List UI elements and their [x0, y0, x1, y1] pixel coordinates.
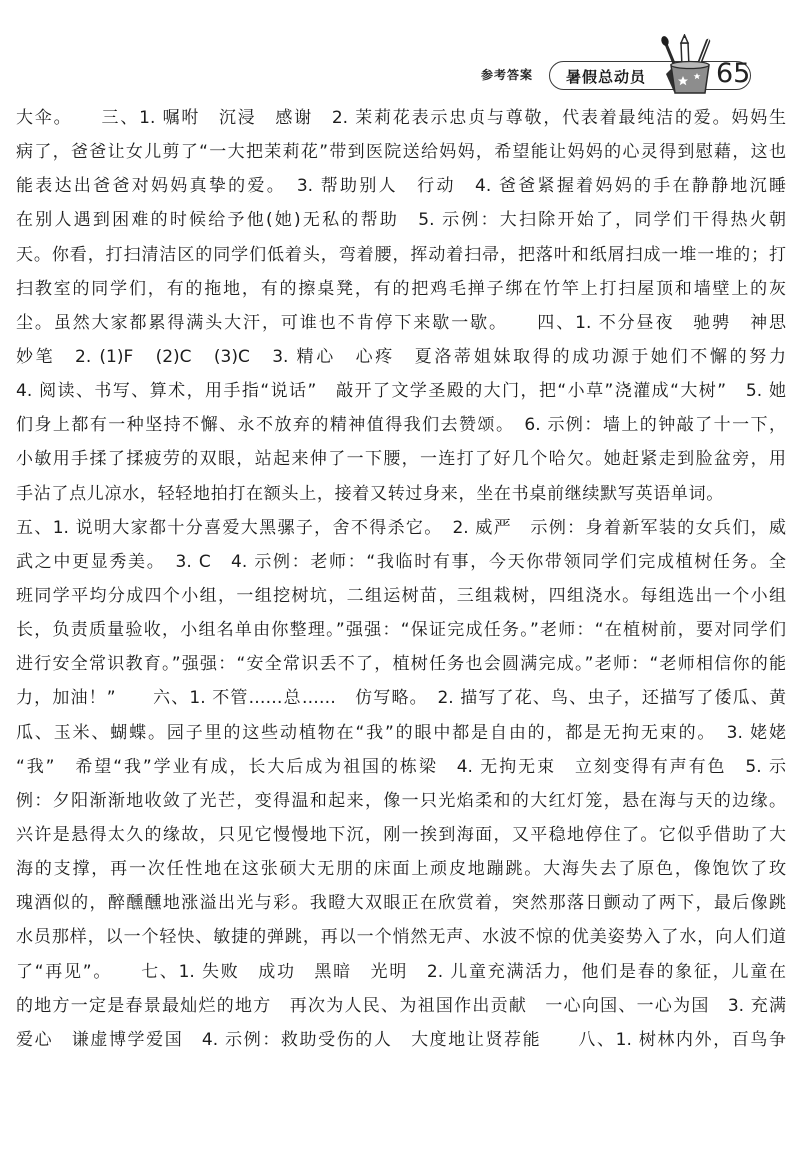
book-title: 暑假总动员 — [566, 68, 647, 86]
answer-line: 进行安全常识教育。”强强：“安全常识丢不了，植树任务也会圆满完成。”老师：“老师相信你的能 — [16, 654, 786, 675]
answer-line: 瓜、玉米、蝴蝶。园子里的这些动植物在“我”的眼中都是自由的，都是无拘无束的。 3. 姥姥 — [16, 722, 786, 743]
answer-line: 扫教室的同学们，有的拖地，有的擦桌凳，有的把鸡毛掸子绑在竹竿上打扫屋顶和墙壁上的灰 — [16, 278, 786, 299]
answer-line: 病了，爸爸让女儿剪了“一大把茉莉花”带到医院送给妈妈，希望能让妈妈的心灵得到慰藉，这也 — [16, 142, 786, 163]
section-label: 参考答案 — [481, 68, 534, 82]
answer-line: “我” 希望“我”学业有成，长大后成为祖国的栋梁 4. 无拘无束 立刻变得有声有色 5. 示 — [16, 756, 786, 777]
answer-line: 手沾了点儿凉水，轻轻地拍打在额头上，接着又转过身来，坐在书桌前继续默写英语单词。 — [16, 483, 724, 504]
answer-line: 大伞。 三、1. 嘱咐 沉浸 感谢 2. 茉莉花表示忠贞与尊敬，代表着最纯洁的爱。妈妈生 — [16, 108, 786, 128]
answer-line: 爱心 谦虚博学爱国 4. 示例：救助受伤的人 大度地让贤荐能 八、1. 树林内外，百鸟争 — [16, 1029, 786, 1050]
answer-line: 们身上都有一种坚持不懈、永不放弃的精神值得我们去赞颂。 6. 示例：墙上的钟敲了十一下， — [16, 415, 786, 436]
answer-line: 水员那样，以一个轻快、敏捷的弹跳，再以一个悄然无声、水波不惊的优美姿势入了水，向人们道 — [16, 927, 786, 948]
answer-line: 的地方一定是春景最灿烂的地方 再次为人民、为祖国作出贡献 一心向国、一心为国 3. 充满 — [16, 995, 786, 1016]
answer-line: 班同学平均分成四个小组，一组挖树坑，二组运树苗，三组栽树，四组浇水。每组选出一个小组 — [16, 585, 786, 606]
answer-line: 力，加油！” 六、1. 不管……总…… 仿写略。 2. 描写了花、鸟、虫子，还描写了倭瓜、黄 — [16, 688, 786, 709]
answer-line: 4. 阅读、书写、算术，用手指“说话” 敲开了文学圣殿的大门，把“小草”浇灌成“大树” 5. 她 — [16, 381, 786, 402]
answer-line: 尘。虽然大家都累得满头大汗，可谁也不肯停下来歇一歇。 四、1. 不分昼夜 驰骋 神思 — [16, 312, 786, 333]
answer-text-block — [16, 101, 786, 1057]
answer-line: 长，负责质量验收，小组名单由你整理。”强强：“保证完成任务。”老师：“在植树前，要对同学们 — [16, 620, 786, 641]
answer-line: 武之中更显秀美。 3. C 4. 示例：老师：“我临时有事，今天你带领同学们完成植树任务。全 — [16, 551, 786, 572]
answer-line: 了“再见”。 七、1. 失败 成功 黑暗 光明 2. 儿童充满活力，他们是春的象征，儿童在 — [16, 961, 786, 982]
answer-line: 五、1. 说明大家都十分喜爱大黑骡子，舍不得杀它。 2. 威严 示例：身着新军装的女兵们，威 — [16, 517, 786, 538]
answer-line: 能表达出爸爸对妈妈真挚的爱。 3. 帮助别人 行动 4. 爸爸紧握着妈妈的手在静静地沉睡 — [16, 176, 786, 197]
answer-line: 海的支撑，再一次任性地在这张硕大无朋的床面上顽皮地蹦跳。大海失去了原色，像饱饮了玫 — [16, 859, 786, 880]
answer-line: 兴许是悬得太久的缘故，只见它慢慢地下沉，刚一挨到海面，又平稳地停住了。它似乎借助了大 — [16, 824, 786, 845]
answer-line: 例：夕阳渐渐地收敛了光芒，变得温和起来，像一只光焰柔和的大红灯笼，悬在海与天的边缘。 — [16, 790, 786, 811]
answer-line: 瑰酒似的，醉醺醺地涨溢出光与彩。我瞪大双眼正在欣赏着，突然那落日颤动了两下，最后像跳 — [16, 893, 786, 914]
page-number: 65 — [716, 58, 751, 89]
answer-line: 妙笔 2. (1)F (2)C (3)C 3. 精心 心疼 夏洛蒂姐妹取得的成功源于她们不懈的努力 — [16, 346, 786, 367]
pen-holder-icon — [658, 34, 718, 94]
answer-line: 在别人遇到困难的时候给予他(她)无私的帮助 5. 示例：大扫除开始了，同学们干得热火朝 — [16, 210, 786, 231]
answer-line: 天。你看，打扫清洁区的同学们低着头，弯着腰，挥动着扫帚，把落叶和纸屑扫成一堆一堆的；打 — [16, 244, 786, 265]
answer-line: 小敏用手揉了揉疲劳的双眼，站起来伸了一下腰，一连打了好几个哈欠。她赶紧走到脸盆旁，用 — [16, 449, 786, 470]
